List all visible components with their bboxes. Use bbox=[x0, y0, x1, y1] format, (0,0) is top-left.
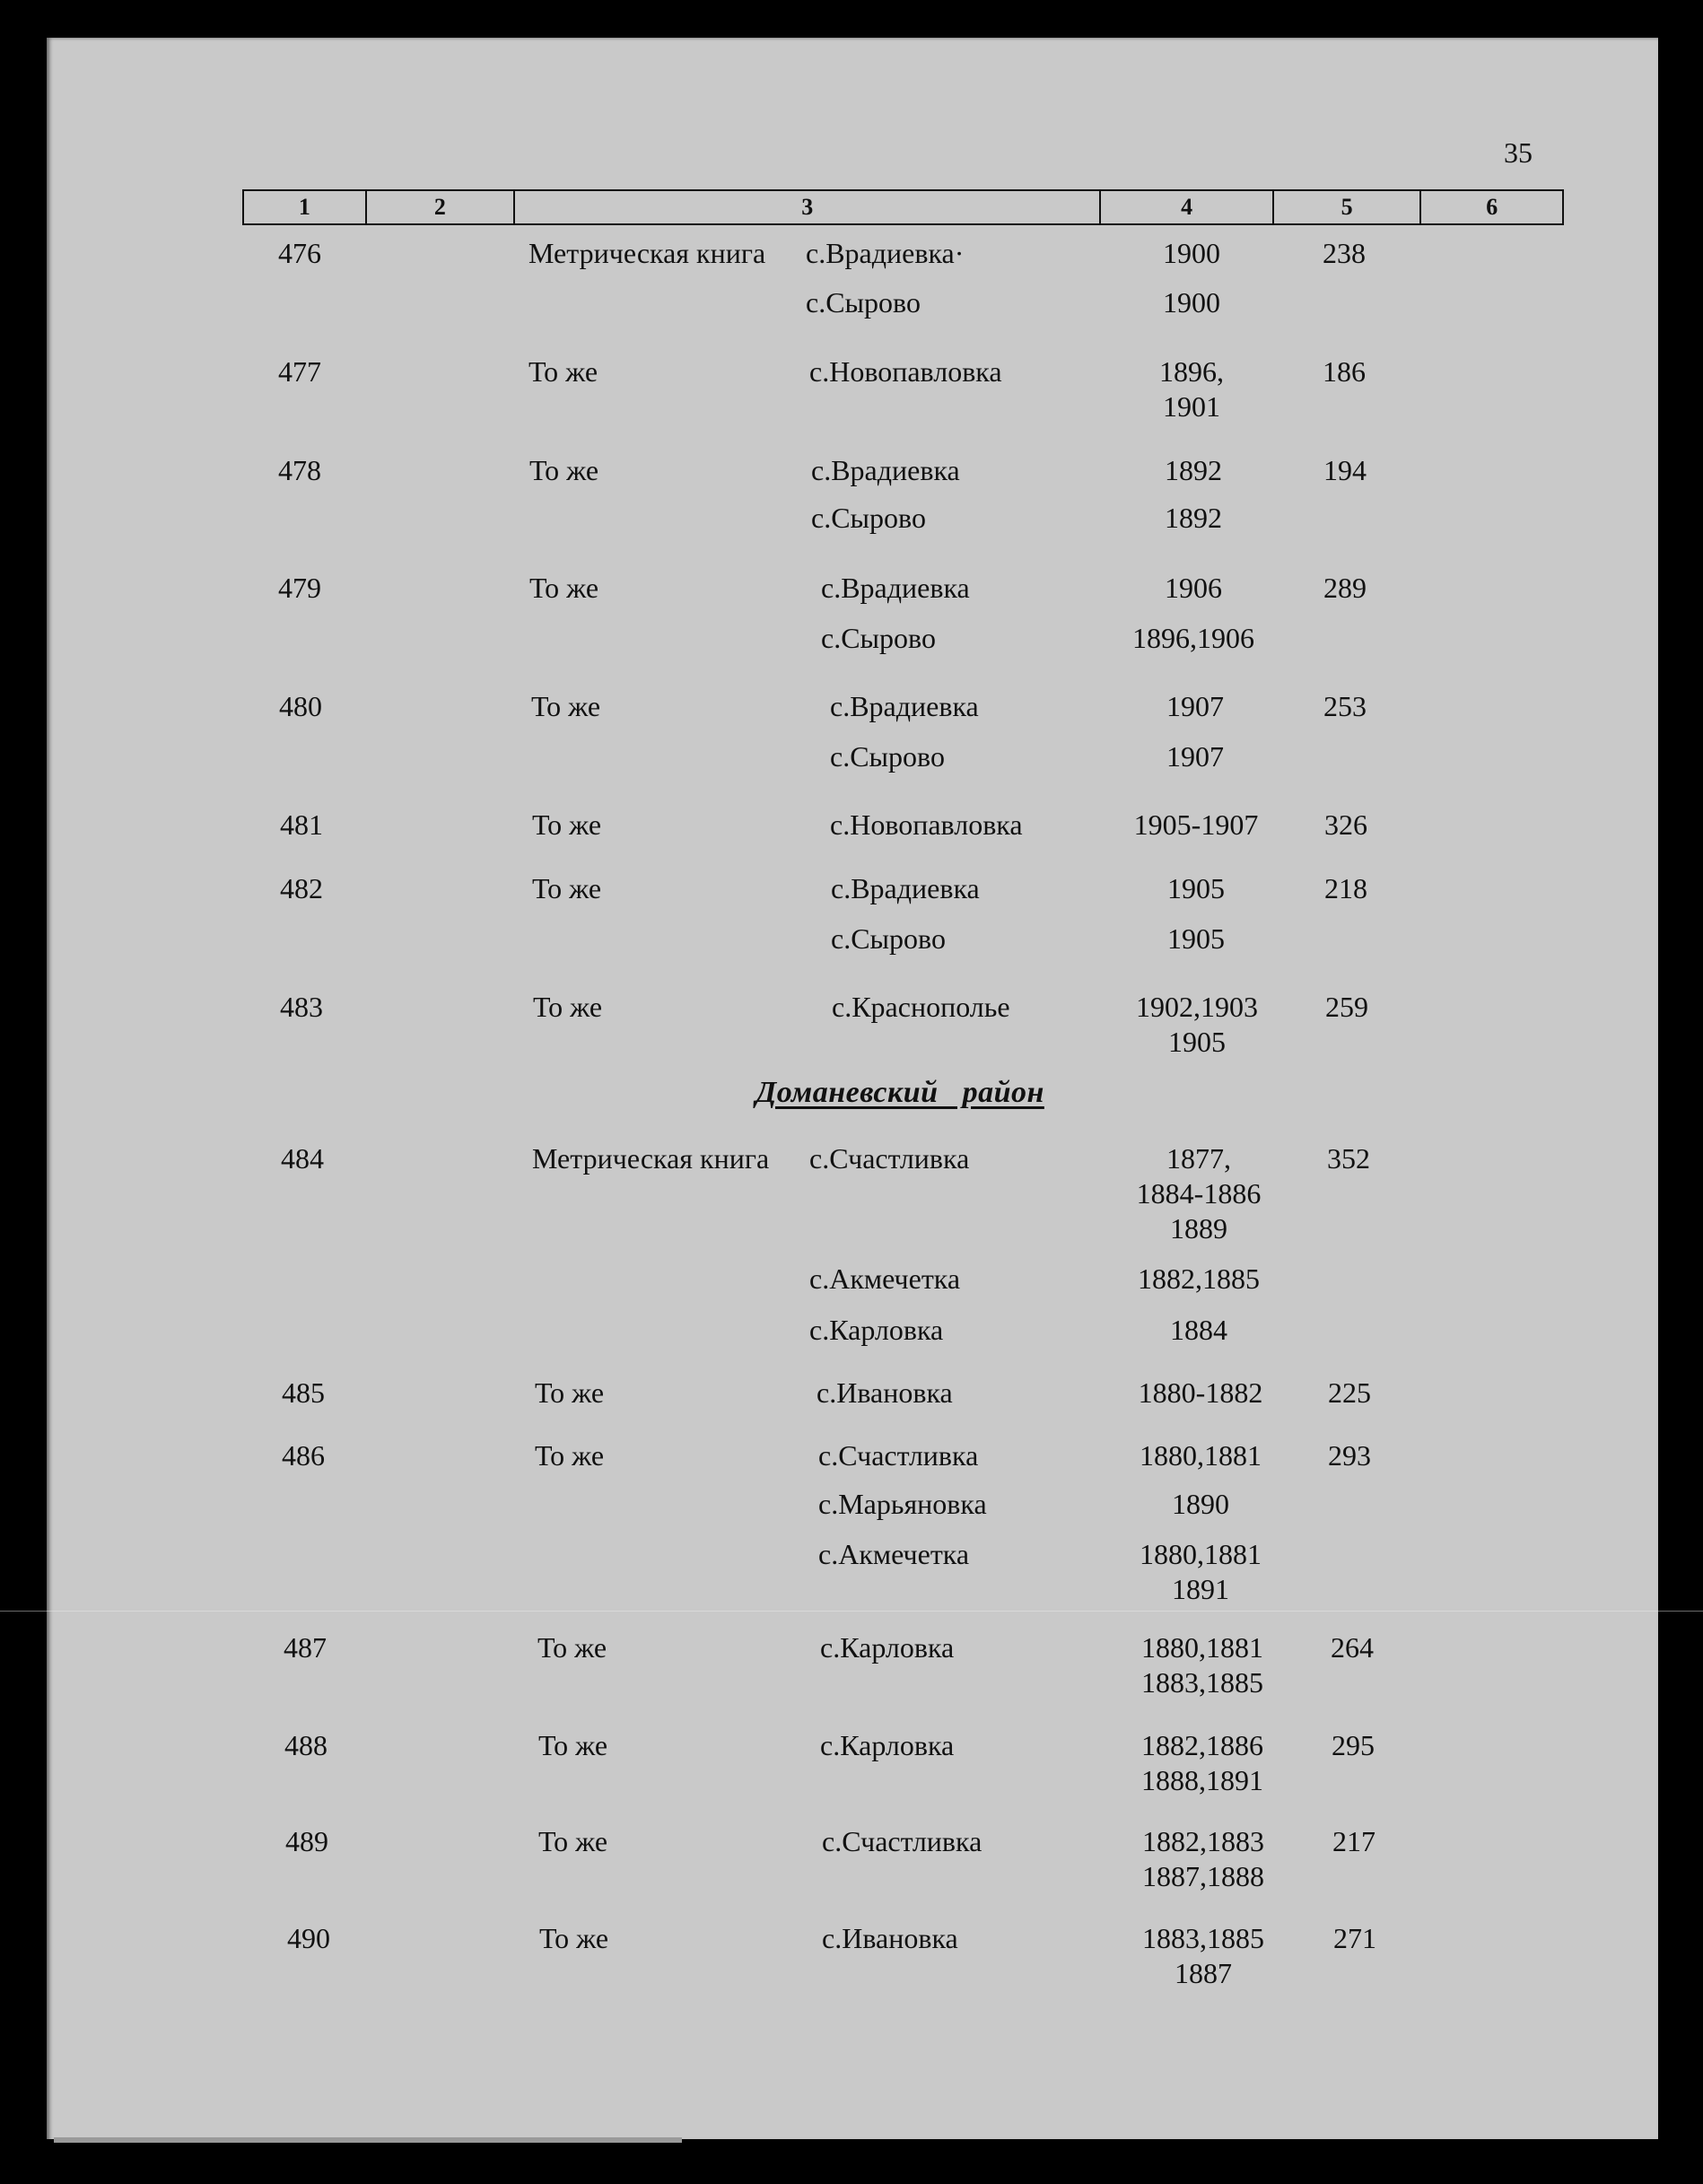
years: 1880,1881 bbox=[1140, 1538, 1262, 1570]
document-type: То же bbox=[538, 1729, 608, 1761]
sheet-count: 271 bbox=[1333, 1922, 1376, 1954]
place-name: с.Акмечетка bbox=[818, 1538, 970, 1570]
years: 1905 bbox=[1167, 922, 1225, 955]
header-col-3: 3 bbox=[515, 191, 1101, 223]
document-type: То же bbox=[539, 1922, 609, 1954]
sheet-count: 253 bbox=[1323, 690, 1367, 722]
document-type: То же bbox=[532, 872, 602, 904]
document-type: То же bbox=[533, 991, 603, 1023]
place-name: с.Врадиевка· bbox=[806, 237, 965, 269]
years: 1901 bbox=[1163, 390, 1220, 423]
years: 1892 bbox=[1165, 454, 1222, 486]
years: 1883,1885 bbox=[1142, 1922, 1264, 1954]
entry-number: 489 bbox=[285, 1825, 328, 1857]
place-name: с.Карловка bbox=[820, 1729, 955, 1761]
years: 1877, bbox=[1166, 1142, 1231, 1175]
place-name: с.Новопавловка bbox=[830, 808, 1023, 841]
entry-number: 485 bbox=[282, 1376, 325, 1409]
sheet-count: 259 bbox=[1325, 991, 1368, 1023]
entry-number: 482 bbox=[280, 872, 323, 904]
place-name: с.Сырово bbox=[831, 922, 946, 955]
place-name: с.Сырово bbox=[830, 740, 945, 773]
section-heading: Доманевский район bbox=[755, 1076, 1044, 1109]
entry-number: 490 bbox=[287, 1922, 330, 1954]
years: 1907 bbox=[1166, 690, 1224, 722]
years: 1882,1886 bbox=[1141, 1729, 1263, 1761]
place-name: с.Карловка bbox=[809, 1314, 944, 1346]
header-col-6: 6 bbox=[1486, 194, 1498, 220]
place-name: с.Ивановка bbox=[817, 1376, 953, 1409]
sheet-count: 293 bbox=[1328, 1439, 1371, 1472]
underlying-page-edge bbox=[54, 2137, 682, 2143]
years: 1883,1885 bbox=[1141, 1666, 1263, 1699]
sheet-count: 238 bbox=[1323, 237, 1366, 269]
years: 1887,1888 bbox=[1142, 1860, 1264, 1892]
sheet-count: 218 bbox=[1324, 872, 1367, 904]
years: 1884-1886 bbox=[1136, 1177, 1262, 1210]
years: 1892 bbox=[1165, 502, 1222, 534]
entry-number: 483 bbox=[280, 991, 323, 1023]
entry-number: 480 bbox=[279, 690, 322, 722]
years: 1905 bbox=[1168, 1026, 1226, 1058]
place-name: с.Счастливка bbox=[818, 1439, 979, 1472]
header-col-2: 2 bbox=[367, 191, 516, 223]
years: 1891 bbox=[1172, 1573, 1229, 1605]
place-name: с.Ивановка bbox=[822, 1922, 958, 1954]
years: 1905 bbox=[1167, 872, 1225, 904]
entry-number: 486 bbox=[282, 1439, 325, 1472]
years: 1906 bbox=[1165, 572, 1222, 604]
place-name: с.Сырово bbox=[821, 622, 936, 654]
place-name: с.Акмечетка bbox=[809, 1262, 961, 1295]
years: 1882,1885 bbox=[1138, 1262, 1260, 1295]
place-name: с.Врадиевка bbox=[811, 454, 960, 486]
place-name: с.Счастливка bbox=[822, 1825, 982, 1857]
years: 1880,1881 bbox=[1141, 1631, 1263, 1664]
sheet-count: 225 bbox=[1328, 1376, 1371, 1409]
table-header bbox=[242, 189, 1564, 225]
place-name: с.Счастливка bbox=[809, 1142, 970, 1175]
place-name: с.Новопавловка bbox=[809, 355, 1002, 388]
sheet-count: 194 bbox=[1323, 454, 1367, 486]
document-type: То же bbox=[535, 1376, 605, 1409]
years: 1889 bbox=[1170, 1212, 1227, 1245]
document-type: Метрическая книга bbox=[528, 237, 766, 269]
sheet-count: 264 bbox=[1331, 1631, 1374, 1664]
entry-number: 484 bbox=[281, 1142, 324, 1175]
document-type: То же bbox=[529, 454, 599, 486]
years: 1907 bbox=[1166, 740, 1224, 773]
sheet-count: 352 bbox=[1327, 1142, 1370, 1175]
document-type: То же bbox=[537, 1631, 607, 1664]
place-name: с.Врадиевка bbox=[821, 572, 970, 604]
sheet-count: 217 bbox=[1332, 1825, 1376, 1857]
years: 1900 bbox=[1163, 237, 1220, 269]
place-name: с.Краснополье bbox=[832, 991, 1010, 1023]
scan-fold-line bbox=[0, 1611, 1703, 1612]
entry-number: 481 bbox=[280, 808, 323, 841]
sheet-count: 186 bbox=[1323, 355, 1366, 388]
document-type: То же bbox=[528, 355, 598, 388]
years: 1888,1891 bbox=[1141, 1764, 1263, 1796]
entry-number: 487 bbox=[284, 1631, 327, 1664]
years: 1890 bbox=[1172, 1488, 1229, 1520]
place-name: с.Марьяновка bbox=[818, 1488, 987, 1520]
document-type: То же bbox=[535, 1439, 605, 1472]
document-type: Метрическая книга bbox=[532, 1142, 770, 1175]
years: 1887 bbox=[1175, 1957, 1232, 1989]
entry-number: 477 bbox=[278, 355, 321, 388]
years: 1880-1882 bbox=[1138, 1376, 1263, 1409]
place-name: с.Сырово bbox=[806, 286, 921, 319]
header-col-1: 1 bbox=[244, 191, 367, 223]
header-col-4: 4 bbox=[1101, 191, 1273, 223]
document-type: То же bbox=[538, 1825, 608, 1857]
years: 1882,1883 bbox=[1142, 1825, 1264, 1857]
years: 1896, bbox=[1159, 355, 1224, 388]
place-name: с.Карловка bbox=[820, 1631, 955, 1664]
sheet-count: 326 bbox=[1324, 808, 1367, 841]
years: 1880,1881 bbox=[1140, 1439, 1262, 1472]
document-type: То же bbox=[532, 808, 602, 841]
sheet-count: 289 bbox=[1323, 572, 1367, 604]
place-name: с.Сырово bbox=[811, 502, 926, 534]
document-type: То же bbox=[529, 572, 599, 604]
entry-number: 488 bbox=[284, 1729, 328, 1761]
page-number: 35 bbox=[1504, 136, 1533, 169]
header-col-5: 5 bbox=[1274, 191, 1422, 223]
place-name: с.Врадиевка bbox=[831, 872, 980, 904]
years: 1900 bbox=[1163, 286, 1220, 319]
entry-number: 476 bbox=[278, 237, 321, 269]
entry-number: 478 bbox=[278, 454, 321, 486]
years: 1902,1903 bbox=[1136, 991, 1258, 1023]
document-type: То же bbox=[531, 690, 601, 722]
years: 1896,1906 bbox=[1132, 622, 1254, 654]
place-name: с.Врадиевка bbox=[830, 690, 979, 722]
sheet-count: 295 bbox=[1332, 1729, 1375, 1761]
years: 1905-1907 bbox=[1133, 808, 1259, 841]
years: 1884 bbox=[1170, 1314, 1227, 1346]
entry-number: 479 bbox=[278, 572, 321, 604]
